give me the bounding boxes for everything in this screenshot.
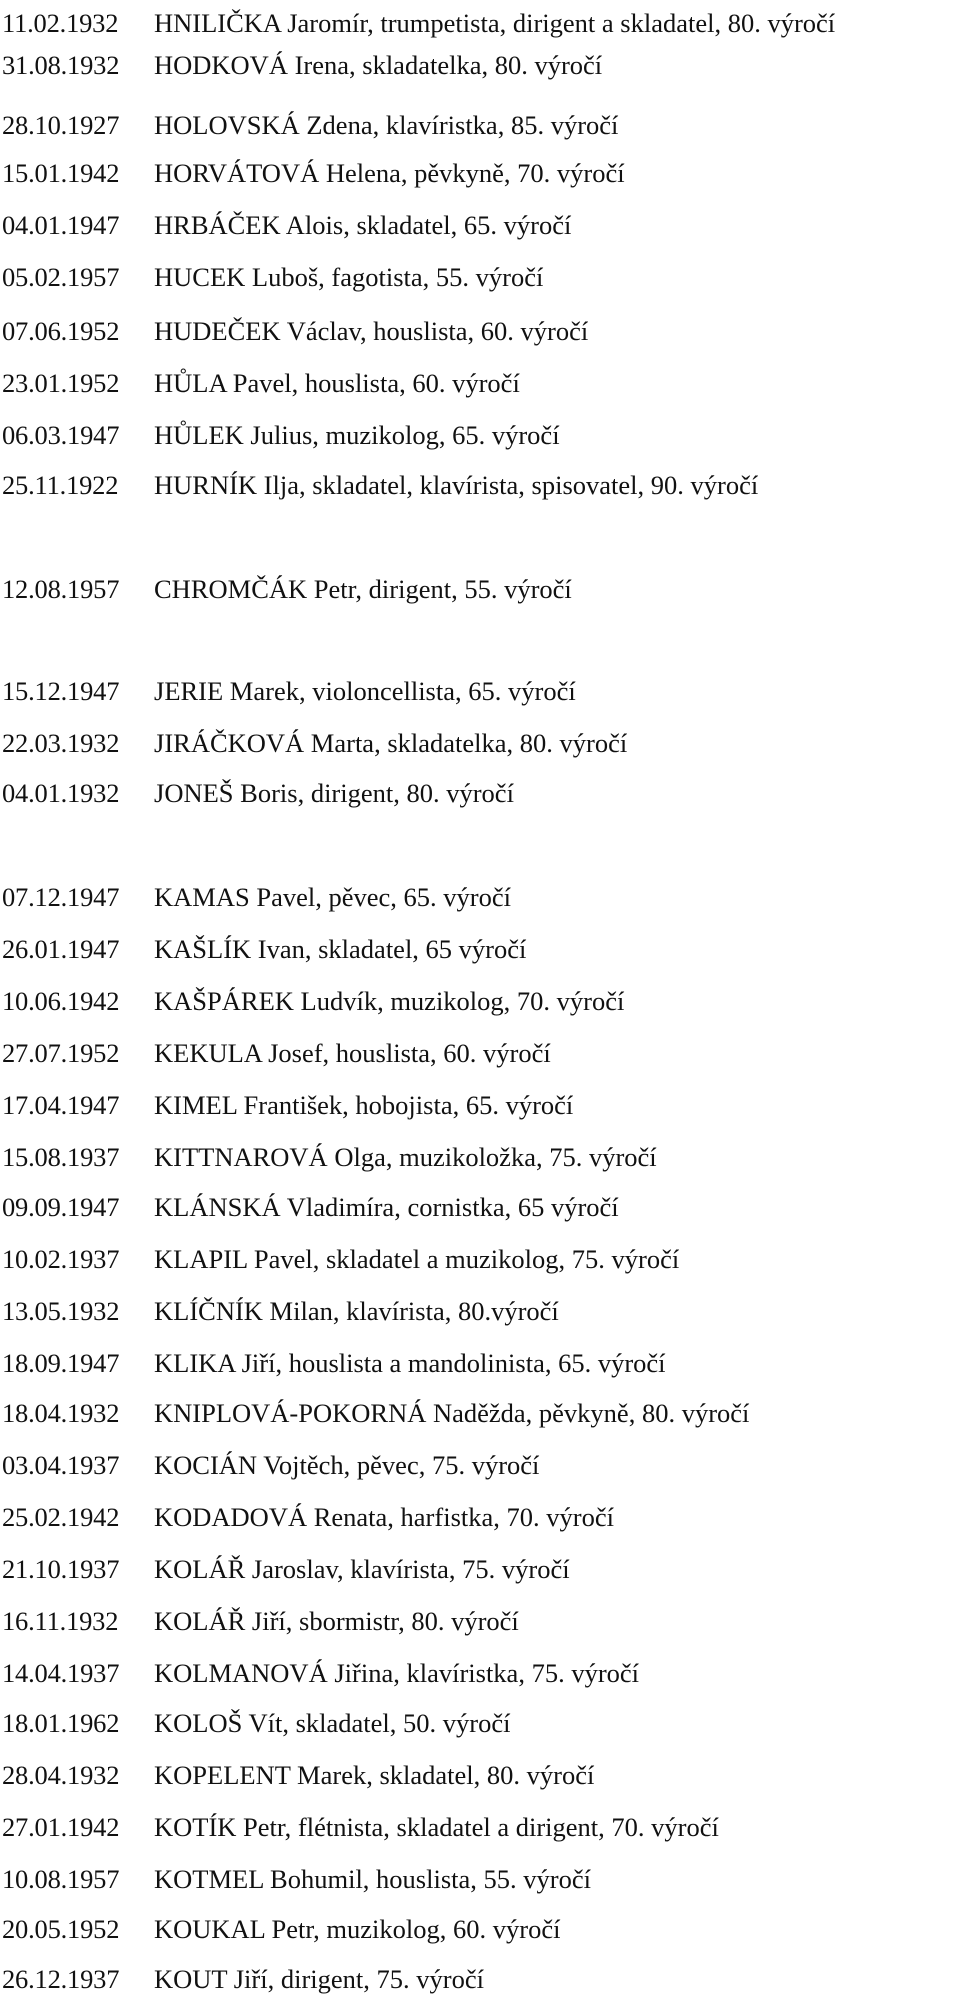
entry-text: HURNÍK Ilja, skladatel, klavírista, spisovatel, 90. výročí [154,470,759,500]
entry-date: 15.12.1947 [2,676,120,706]
list-item [2,1398,749,1428]
entry-date: 10.08.1957 [2,1864,120,1894]
entry-text: KOCIÁN Vojtěch, pěvec, 75. výročí [154,1450,540,1480]
entry-date: 25.02.1942 [2,1502,120,1532]
entry-text: KOTÍK Petr, flétnista, skladatel a dirigent, 70. výročí [154,1812,719,1842]
entry-date: 17.04.1947 [2,1090,120,1120]
entry-text: KEKULA Josef, houslista, 60. výročí [154,1038,551,1068]
entry-text: KLÁNSKÁ Vladimíra, cornistka, 65 výročí [154,1192,619,1222]
entry-date: 18.04.1932 [2,1398,120,1428]
entry-text: CHROMČÁK Petr, dirigent, 55. výročí [154,574,572,604]
entry-text: JIRÁČKOVÁ Marta, skladatelka, 80. výročí [154,728,628,758]
entry-text: JONEŠ Boris, dirigent, 80. výročí [154,778,514,808]
entry-date: 12.08.1957 [2,574,120,604]
entry-date: 06.03.1947 [2,420,120,450]
entry-text: KAŠPÁREK Ludvík, muzikolog, 70. výročí [154,986,625,1016]
list-item [2,262,543,292]
entry-date: 15.08.1937 [2,1142,120,1172]
entry-date: 11.02.1932 [2,8,119,38]
entry-text: KOLÁŘ Jaroslav, klavírista, 75. výročí [154,1554,570,1584]
list-item [2,1554,570,1584]
entry-date: 04.01.1932 [2,778,120,808]
list-item [2,1244,679,1274]
list-item [2,1090,573,1120]
list-item [2,1296,559,1326]
entry-date: 13.05.1932 [2,1296,120,1326]
entry-date: 26.01.1947 [2,934,120,964]
entry-date: 27.07.1952 [2,1038,120,1068]
list-item [2,368,520,398]
entry-text: HUDEČEK Václav, houslista, 60. výročí [154,316,589,346]
list-item [2,934,526,964]
entry-text: HŮLEK Julius, muzikolog, 65. výročí [154,420,560,450]
entry-date: 15.01.1942 [2,158,120,188]
entry-date: 21.10.1937 [2,1554,120,1584]
entry-date: 18.01.1962 [2,1708,120,1738]
list-item [2,1192,619,1222]
entry-date: 31.08.1932 [2,50,120,80]
list-item [2,1812,719,1842]
list-item [2,1760,594,1790]
entry-date: 18.09.1947 [2,1348,120,1378]
list-item [2,728,627,758]
list-item [2,316,588,346]
entry-text: KAMAS Pavel, pěvec, 65. výročí [154,882,511,912]
entry-text: HNILIČKA Jaromír, trumpetista, dirigent a skladatel, 80. výročí [154,8,836,38]
entry-date: 14.04.1937 [2,1658,120,1688]
list-item [2,1502,614,1532]
list-item [2,1964,484,1994]
entry-text: KOUT Jiří, dirigent, 75. výročí [154,1964,484,1994]
list-item [2,470,758,500]
entry-date: 10.02.1937 [2,1244,120,1274]
list-item [2,574,572,604]
list-item [2,1914,560,1944]
entry-text: KOLÁŘ Jiří, sbormistr, 80. výročí [154,1606,519,1636]
entry-date: 10.06.1942 [2,986,120,1016]
list-item [2,110,618,140]
list-item [2,882,511,912]
list-item [2,1038,551,1068]
entry-text: KOTMEL Bohumil, houslista, 55. výročí [154,1864,591,1894]
entry-date: 27.01.1942 [2,1812,120,1842]
entry-date: 03.04.1937 [2,1450,120,1480]
entry-text: HODKOVÁ Irena, skladatelka, 80. výročí [154,50,603,80]
entry-text: KOLOŠ Vít, skladatel, 50. výročí [154,1708,511,1738]
list-item [2,1348,666,1378]
entry-date: 09.09.1947 [2,1192,120,1222]
entry-text: KLÍČNÍK Milan, klavírista, 80.výročí [154,1296,559,1326]
entry-text: KAŠLÍK Ivan, skladatel, 65 výročí [154,934,527,964]
list-item [2,1142,657,1172]
list-item [2,420,560,450]
entry-text: HUCEK Luboš, fagotista, 55. výročí [154,262,544,292]
entry-text: KITTNAROVÁ Olga, muzikoložka, 75. výročí [154,1142,657,1172]
entry-text: KLIKA Jiří, houslista a mandolinista, 65. výročí [154,1348,666,1378]
entry-text: KNIPLOVÁ-POKORNÁ Naděžda, pěvkyně, 80. výročí [154,1398,750,1428]
entry-date: 22.03.1932 [2,728,120,758]
entry-text: KODADOVÁ Renata, harfistka, 70. výročí [154,1502,614,1532]
list-item [2,1606,519,1636]
list-item [2,986,624,1016]
list-item [2,1708,510,1738]
entry-date: 04.01.1947 [2,210,120,240]
entry-text: JERIE Marek, violoncellista, 65. výročí [154,676,576,706]
entry-text: HRBÁČEK Alois, skladatel, 65. výročí [154,210,572,240]
entry-text: HŮLA Pavel, houslista, 60. výročí [154,368,520,398]
entry-date: 07.06.1952 [2,316,120,346]
list-item [2,676,576,706]
entry-text: KIMEL František, hobojista, 65. výročí [154,1090,574,1120]
entry-date: 23.01.1952 [2,368,120,398]
entry-text: HORVÁTOVÁ Helena, pěvkyně, 70. výročí [154,158,625,188]
list-item [2,1450,539,1480]
entry-text: KLAPIL Pavel, skladatel a muzikolog, 75. výročí [154,1244,680,1274]
entry-text: KOLMANOVÁ Jiřina, klavíristka, 75. výročí [154,1658,640,1688]
list-item [2,210,571,240]
entry-date: 26.12.1937 [2,1964,120,1994]
list-item [2,1864,591,1894]
list-item [2,50,602,80]
list-item [2,778,514,808]
entry-date: 28.10.1927 [2,110,120,140]
list-item [2,8,835,38]
entry-date: 07.12.1947 [2,882,120,912]
entry-date: 28.04.1932 [2,1760,120,1790]
entry-date: 25.11.1922 [2,470,119,500]
entry-text: KOPELENT Marek, skladatel, 80. výročí [154,1760,595,1790]
entry-date: 05.02.1957 [2,262,120,292]
entry-date: 16.11.1932 [2,1606,119,1636]
list-item [2,1658,639,1688]
entry-date: 20.05.1952 [2,1914,120,1944]
list-item [2,158,625,188]
entry-text: HOLOVSKÁ Zdena, klavíristka, 85. výročí [154,110,619,140]
entry-text: KOUKAL Petr, muzikolog, 60. výročí [154,1914,561,1944]
